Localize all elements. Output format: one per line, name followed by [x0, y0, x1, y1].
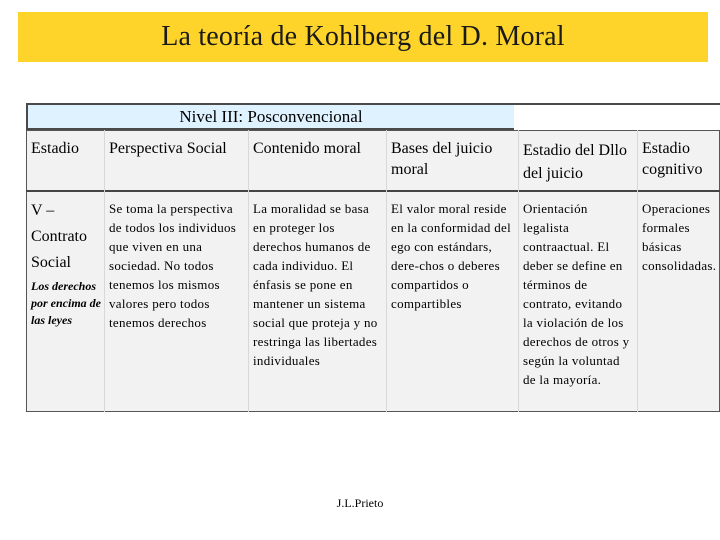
column-divider: [637, 130, 638, 412]
contenido-moral-cell: La moralidad se basa en proteger los derechos humanos de cada individuo. El énfasis se pone en mantener un sistema social que proteja y no restringa las libertades individuales: [253, 201, 378, 368]
level-banner: [26, 103, 514, 130]
slide-title: La teoría de Kohlberg del D. Moral: [161, 21, 565, 52]
stage-cell: [31, 198, 103, 329]
banner-rule: [514, 103, 720, 105]
header-perspectiva-social: Perspectiva Social: [109, 140, 227, 157]
header-estadio: Estadio: [31, 140, 79, 157]
title-bar: [18, 12, 708, 62]
column-divider: [386, 130, 387, 412]
header-bases-juicio: Bases del juicio moral: [391, 140, 493, 178]
header-estadio-cognitivo: Estadio cognitivo: [642, 140, 703, 178]
header-contenido-moral: Contenido moral: [253, 140, 361, 157]
perspectiva-social-cell: Se toma la perspectiva de todos los individuos que viven en una sociedad. No todos tenemos los mismos valores pero todos tenemos derechos: [109, 201, 237, 330]
column-divider: [248, 130, 249, 412]
estadio-cognitivo-cell: Operaciones formales básicas consolidadas.: [642, 201, 717, 273]
author-footer: J.L.Prieto: [336, 496, 384, 510]
stage-note: Los derechos por encima de las leyes: [31, 279, 101, 327]
column-divider: [518, 130, 519, 412]
level-banner-text: Nivel III: Posconvencional: [179, 106, 363, 126]
stage-name: V – Contrato Social: [31, 202, 87, 271]
column-divider: [104, 130, 105, 412]
bases-juicio-cell: El valor moral reside en la conformidad del ego con estándars, dere-chos o deberes compartidos o compartibles: [391, 201, 512, 311]
estadio-desarrollo-cell: Orientación legalista contraactual. El deber se define en términos de contrato, evitando la violación de los derechos de otros y según la voluntad de la mayoría.: [523, 201, 630, 387]
header-estadio-desarrollo: Estadio del Dllo del juicio: [523, 142, 627, 182]
header-row-separator: [26, 190, 720, 192]
